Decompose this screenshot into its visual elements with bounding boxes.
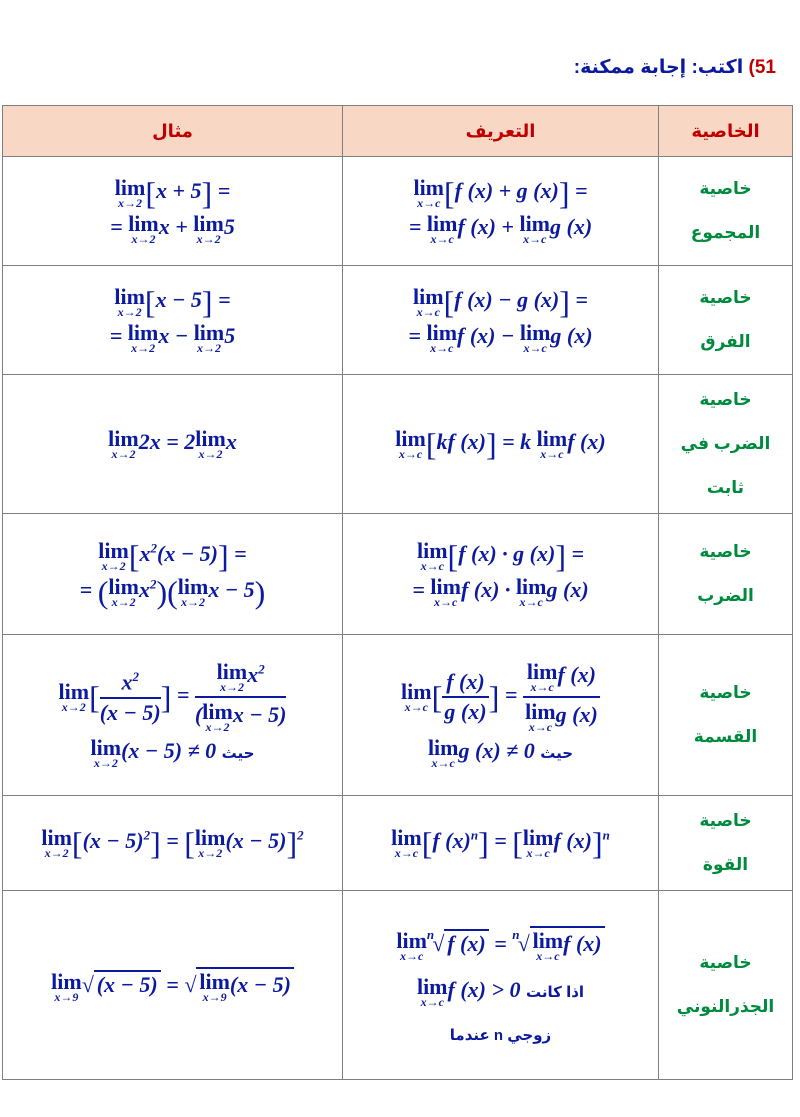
property-name: خاصية القوة: [659, 796, 793, 891]
example-cell: lim x→2 $[(x - 5)^2]$ = [ lim x→2 (x − 5)]$^2$: [3, 796, 343, 891]
header-property: الخاصية: [659, 106, 793, 157]
table-row: [3, 157, 793, 266]
definition-cell: lim x→c [ $\frac{f (x)}{g (x)}$ ] = lim x→c f (x) lim x→c g (x) lim x→c g (x) ≠ 0 حيث: [343, 635, 659, 796]
property-name: خاصية الجذرالنوني: [659, 891, 793, 1080]
definition-cell: lim x→c $^n$√ f (x) = $^n$√ lim x→c f (x) lim x→c f (x) > 0 اذا كانت عندما n زوجي: [343, 891, 659, 1080]
property-name: خاصية الفرق: [659, 266, 793, 375]
property-name: خاصية المجموع: [659, 157, 793, 266]
example-cell: lim x→2 $[x^2(x - 5)]$ = = ( lim x→2 $x^2$)( lim x→2 x − 5): [3, 514, 343, 635]
table-row: [3, 514, 793, 635]
property-name: خاصية القسمة: [659, 635, 793, 796]
property-name: خاصية الضرب في ثابت: [659, 375, 793, 514]
table-header-row: [3, 106, 793, 157]
example-cell: lim x→9 √ (x − 5) = √ lim x→9 (x − 5): [3, 891, 343, 1080]
example-cell: lim x→2 2x = 2 lim x→2 x: [3, 375, 343, 514]
question-number: 51): [748, 57, 776, 78]
limit-properties-table: [2, 105, 793, 1080]
question-text: اكتب: إجابة ممكنة:: [573, 57, 744, 78]
definition-cell: lim x→c [f (x) + g (x)] = = lim x→c f (x) + lim x→c g (x): [343, 157, 659, 266]
property-name: خاصية الضرب: [659, 514, 793, 635]
definition-cell: lim x→c [f (x) · g (x)] = = lim x→c f (x) · lim x→c g (x): [343, 514, 659, 635]
example-cell: lim x→2 [x − 5] = = lim x→2 x − lim x→2 5: [3, 266, 343, 375]
definition-cell: lim x→c [kf (x)] = k lim x→c f (x): [343, 375, 659, 514]
example-cell: lim x→2 [x + 5] = = lim x→2 x + lim x→2 5: [3, 157, 343, 266]
table-row: [3, 266, 793, 375]
table-row: [3, 891, 793, 1080]
definition-cell: lim x→c [f $(x)^n$] = [ lim x→c f (x)]$^n$: [343, 796, 659, 891]
table-row: [3, 635, 793, 796]
header-definition: التعريف: [343, 106, 659, 157]
question-heading: [574, 56, 776, 79]
table-row: [3, 796, 793, 891]
table-row: [3, 375, 793, 514]
example-cell: lim x→2 [ $\frac{x^2}{(x - 5)}$ ] = lim x→2 $x^2$ ( lim x→2 x − 5) lim x→2 (x − 5) ≠ 0 حيث: [3, 635, 343, 796]
definition-cell: lim x→c [f (x) − g (x)] = = lim x→c f (x) − lim x→c g (x): [343, 266, 659, 375]
header-example: مثال: [3, 106, 343, 157]
